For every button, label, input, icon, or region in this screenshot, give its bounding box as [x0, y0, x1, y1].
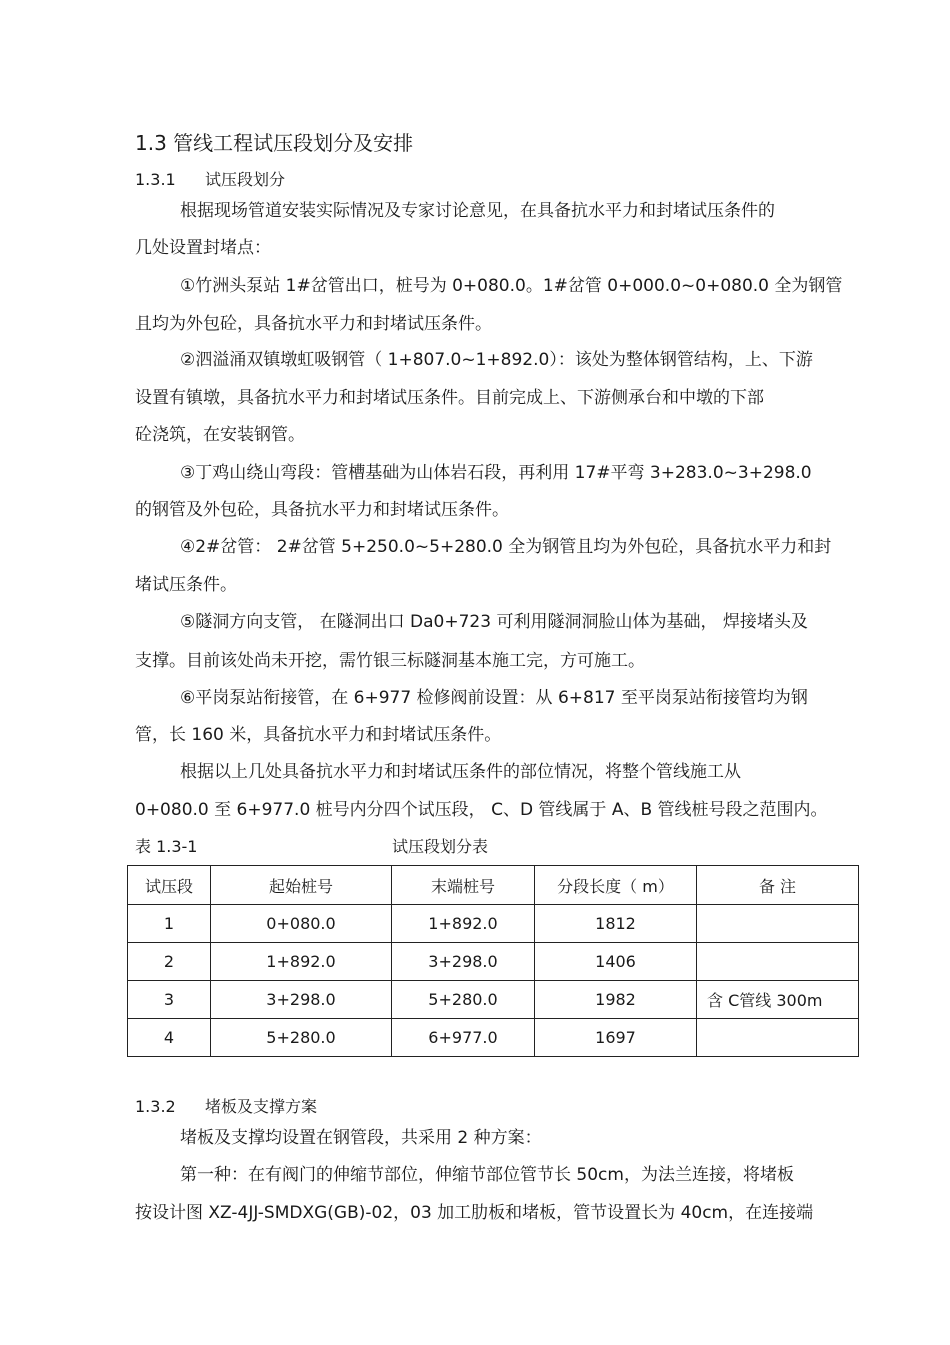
table-cell: 2	[128, 943, 211, 981]
table-cell: 3	[128, 981, 211, 1019]
paragraph-line: 几处设置封堵点：	[135, 238, 271, 258]
paragraph-line: 第一种：在有阀门的伸缩节部位，伸缩节部位管节长 50cm，为法兰连接，将堵板	[180, 1165, 794, 1185]
table-row	[128, 1019, 859, 1057]
table-cell: 1697	[535, 1019, 697, 1057]
table-label: 表 1.3-1	[135, 837, 198, 856]
table-cell	[697, 1019, 859, 1057]
table-cell: 5+280.0	[392, 981, 535, 1019]
paragraph-line: 且均为外包砼，具备抗水平力和封堵试压条件。	[135, 314, 492, 334]
table-cell: 5+280.0	[211, 1019, 392, 1057]
paragraph-line: 支撑。目前该处尚未开挖，需竹银三标隧洞基本施工完，方可施工。	[135, 651, 645, 671]
segment-table	[127, 865, 859, 1057]
table-row	[128, 981, 859, 1019]
paragraph-line: 堵板及支撑均设置在钢管段，共采用 2 种方案：	[180, 1128, 542, 1148]
table-cell: 1+892.0	[392, 905, 535, 943]
paragraph-line: 根据现场管道安装实际情况及专家讨论意见，在具备抗水平力和封堵试压条件的	[180, 201, 775, 221]
paragraph-line: 堵试压条件。	[135, 575, 237, 595]
table-cell: 1982	[535, 981, 697, 1019]
subsection-number: 1.3.1	[135, 170, 176, 189]
table-cell: 3+298.0	[392, 943, 535, 981]
paragraph-line: 0+080.0 至 6+977.0 桩号内分四个试压段， C、D 管线属于 A、B 管线桩号段之范围内。	[135, 800, 828, 820]
column-header: 试压段	[128, 866, 211, 905]
table-cell: 3+298.0	[211, 981, 392, 1019]
table-row	[128, 943, 859, 981]
subsection-title: 堵板及支撑方案	[205, 1097, 318, 1116]
table-cell: 含 C管线 300m	[697, 981, 859, 1019]
column-header: 分段长度（ m）	[535, 866, 697, 905]
column-header: 末端桩号	[392, 866, 535, 905]
paragraph-line: 砼浇筑，在安装钢管。	[135, 425, 305, 445]
table-cell: 0+080.0	[211, 905, 392, 943]
paragraph-line: ③丁鸡山绕山弯段：管槽基础为山体岩石段，再利用 17#平弯 3+283.0~3+298.0	[180, 463, 812, 483]
table-title: 试压段划分表	[392, 837, 489, 856]
paragraph-line: 管，长 160 米，具备抗水平力和封堵试压条件。	[135, 725, 502, 745]
paragraph-line: ④2#岔管： 2#岔管 5+250.0~5+280.0 全为钢管且均为外包砼，具备抗水平力和封	[180, 537, 832, 557]
subsection-number: 1.3.2	[135, 1097, 176, 1116]
column-header: 起始桩号	[211, 866, 392, 905]
table-cell	[697, 905, 859, 943]
paragraph-line: ⑤隧洞方向支管， 在隧洞出口 Da0+723 可利用隧洞洞脸山体为基础， 焊接堵头及	[180, 612, 808, 632]
paragraph-line: ⑥平岗泵站衔接管，在 6+977 检修阀前设置：从 6+817 至平岗泵站衔接管均为钢	[180, 688, 808, 708]
table-cell: 4	[128, 1019, 211, 1057]
column-header: 备 注	[697, 866, 859, 905]
table-cell: 1812	[535, 905, 697, 943]
table-cell: 6+977.0	[392, 1019, 535, 1057]
paragraph-line: ②泗溢涌双镇墩虹吸钢管（ 1+807.0~1+892.0）：该处为整体钢管结构，上、下游	[180, 350, 813, 370]
table-row	[128, 905, 859, 943]
paragraph-line: ①竹洲头泵站 1#岔管出口，桩号为 0+080.0。1#岔管 0+000.0~0+080.0 全为钢管	[180, 276, 843, 296]
paragraph-line: 按设计图 XZ-4JJ-SMDXG(GB)-02，03 加工肋板和堵板，管节设置长为 40cm，在连接端	[135, 1203, 814, 1223]
paragraph-line: 根据以上几处具备抗水平力和封堵试压条件的部位情况，将整个管线施工从	[180, 762, 741, 782]
subsection-title: 试压段划分	[205, 170, 286, 189]
table-header-row	[128, 866, 859, 905]
table-cell: 1+892.0	[211, 943, 392, 981]
section-heading: 1.3 管线工程试压段划分及安排	[135, 131, 414, 155]
paragraph-line: 的钢管及外包砼，具备抗水平力和封堵试压条件。	[135, 500, 509, 520]
table-cell: 1406	[535, 943, 697, 981]
paragraph-line: 设置有镇墩，具备抗水平力和封堵试压条件。目前完成上、下游侧承台和中墩的下部	[135, 388, 764, 408]
table-cell: 1	[128, 905, 211, 943]
table-cell	[697, 943, 859, 981]
